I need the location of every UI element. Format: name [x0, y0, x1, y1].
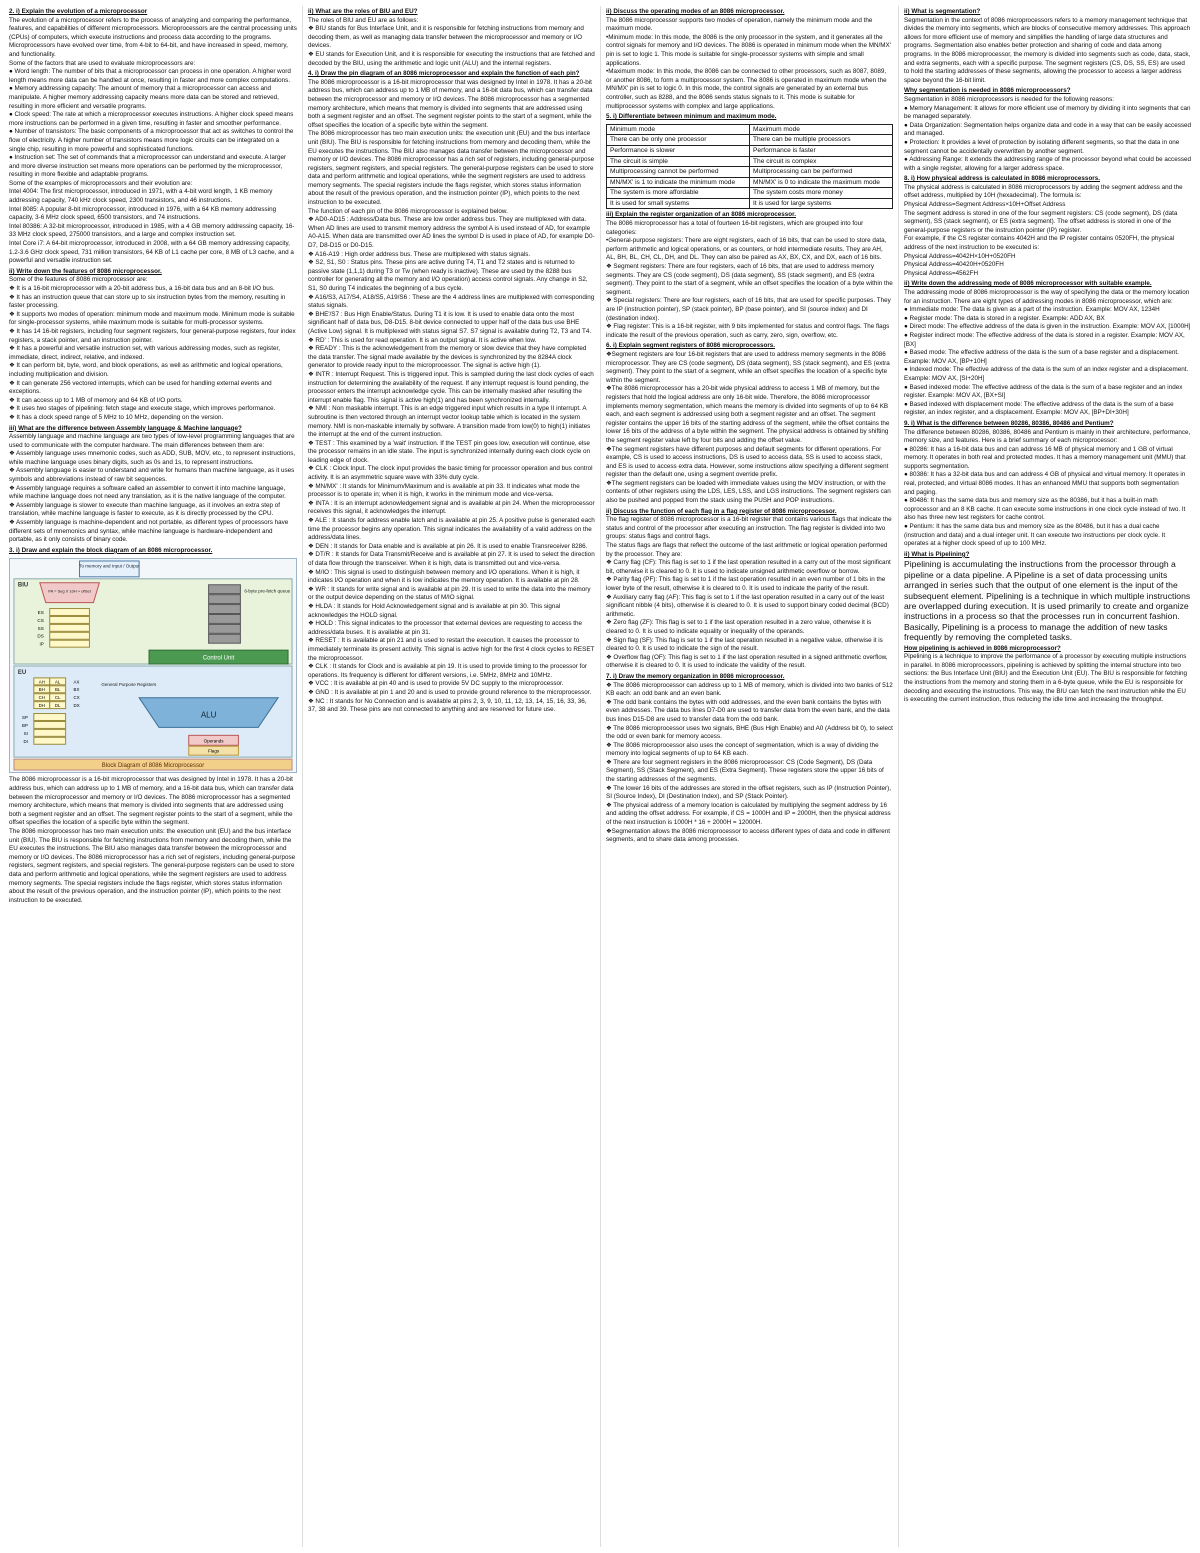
table-row — [607, 198, 893, 209]
paragraph: The status flags are flags that reflect the outcome of the last arithmetic or logical operation performed by the processor. They are: — [606, 542, 888, 558]
register-pair-label: CX — [73, 695, 80, 701]
paragraph: ❖ The 8086 microprocessor also uses the concept of segmentation, which is a way of dividing the memory into logical segments of up to 64 KB each. — [606, 741, 879, 758]
paragraph: ● Addressing Range: It extends the addressing range of the processor beyond what could be accessed with a single register, allowing for a larger address space. — [904, 156, 1191, 172]
paragraph: ● Pentium: It has the same data bus and memory size as the 80486, but it has a dual cache (instruction and data) and a dual integer unit. It can execute two instructions per clock cycle. It operates at a higher clock speed of up to 100 MHz. — [904, 523, 1166, 548]
segment-register-ds — [50, 633, 90, 640]
paragraph: ❖ BIU stands for Bus Interface Unit, and it is responsible for fetching instructions from memory and decoding them, as well as managing data transfer between the microprocessor and memory or I/O devices. — [308, 25, 584, 50]
paragraph: ❖The 8086 microprocessor has a 20-bit wide physical address to access 1 MB of memory, but the registers that hold the logical address are only 16-bit wide. Therefore, the 8086 microprocessor implements memory segmentation, which means the memory is divided into segments of up to 64 KB each, and each segment is addressed using both a segment register and an offset. The segment register contains the upper 16 bits of the starting address of the segment, while the offset contains the lower 16 bits of the address of a byte within the segment. The physical address is obtained by shifting the segment register value left by four bits and adding the offset value. — [606, 385, 890, 444]
pointer-register-label: BP — [22, 723, 28, 729]
paragraph: Intel 80386: A 32-bit microprocessor, introduced in 1985, with a 4 GB memory addressing capacity, 16-33 MHz clock speed, 275000 transistors, and a large and complex instruction set. — [9, 222, 295, 239]
paragraph: The 8086 microprocessor is a 16-bit microprocessor that was designed by Intel in 1978. It has a 20-bit address bus, which can address up to 1 MB of memory, and a 16-bit data bus, which can transfer data between the microprocessor and memory or I/O devices. The 8086 microprocessor has a segmented memory architecture, which means that memory is divided into segments that are addressed using both a segment register and an offset. The segment register points to the start of a segment, while the offset specifies the location of a specific byte within the segment. — [9, 776, 294, 827]
maximum-mode-cell: The circuit is complex — [750, 156, 893, 167]
segment-register-label: SS — [37, 626, 44, 632]
segment-register-cs — [50, 617, 90, 624]
paragraph: ❖ Segment registers: There are four registers, each of 16 bits, that are used to address memory segments. They are CS (code segment), DS (data segment), SS (stack segment), and ES (extra segment). They point to the start of a segment, while an offset specifies the location of a byte within the segment. — [606, 263, 893, 296]
paragraph: Physical Address=4562FH — [904, 269, 979, 277]
table-row — [607, 177, 893, 188]
table-row — [607, 145, 893, 156]
paragraph: ❖ The physical address of a memory location is calculated by multiplying the segment address by 16 and adding the offset address. For example, if CS = 1000H and IP = 2000H, then the physical address of the next instruction is 1000H * 16 + 2000H = 12000H. — [606, 801, 891, 827]
pointer-register-bp — [34, 722, 66, 729]
maximum-mode-cell: Performance is faster — [750, 145, 893, 156]
paragraph: ● Memory addressing capacity: The amount of memory that a microprocessor can access and manipulate. A higher memory addressing capacity means more data can be stored and retrieved, resulting in more efficient and versatile programs. — [9, 85, 279, 110]
paragraph: ❖ EU stands for Execution Unit, and it is responsible for executing the instructions that are fetched and decoded by the BIU, using the arithmetic and logic unit (ALU) and the internal registers. — [308, 50, 595, 67]
paragraph: ❖ INTA : It is an interrupt acknowledgement signal and is available at pin 24. When the microprocessor receives this signal, it acknowledges the interrupt. — [308, 499, 595, 516]
paragraph: ❖The segment registers can be loaded with immediate values using the MOV instruction, or with the contents of other registers using the LDS, LES, LSS, and LGS instructions. The segment registers can also be pushed and popped from the stack using the PUSH and POP instructions. — [606, 479, 891, 505]
queue-byte — [209, 615, 241, 624]
segment-register-es — [50, 609, 90, 616]
queue-byte — [209, 625, 241, 634]
paragraph: Intel Core i7: A 64-bit microprocessor, introduced in 2008, with a 64 GB memory addressing capacity, 1.2-3.6 GHz clock speed, 731 million transistors, 64 KB of L1 cache per core, 8 MB of L3 cache, and a powerful and versatile instruction set. — [9, 240, 294, 265]
paragraph: ❖ DT/R : It stands for Data Transmit/Receive and is available at pin 27. It is used to select the direction of data flow through the transceiver. When it is high, data is transmitted out and vice-versa. — [308, 551, 595, 567]
paragraph: •Maximum mode: In this mode, the 8086 can be connected to other processors, such as 8087, 8089, or another 8086, to form a multiprocessor system. The 8086 is operated in maximum mode when the MN/MX' pin is set to logic 0. In this mode, the control signals are generated by an external bus controller, such as 8288, and the 8086 sends status signals to it. This mode is suitable for multiprocessor systems with complex and large applications. — [606, 68, 887, 110]
section-heading: ii) What is segmentation? — [904, 8, 981, 15]
queue-byte — [209, 585, 241, 594]
paragraph: ❖ Overflow flag (OF): This flag is set to 1 if the last operation resulted in a signed arithmetic overflow, otherwise it is cleared to 0. It is used to indicate the validity of the result. — [606, 653, 888, 670]
paragraph: ❖ Sign flag (SF): This flag is set to 1 if the last operation resulted in a negative value, otherwise it is cleared to 0. It is used to indicate the sign of the result. — [606, 636, 883, 653]
minimum-mode-cell: The circuit is simple — [607, 156, 750, 167]
paragraph: The 8086 microprocessor has two main execution units: the execution unit (EU) and the bus interface unit (BIU). The BIU is responsible for fetching instructions from memory and decoding them, while the EU executes the instructions. The BIU also manages data transfer between the microprocessor and memory or I/O devices. The 8086 microprocessor has a rich set of registers, including general-purpose registers, segment registers, and special registers. The general-purpose registers can be used to store data and perform arithmetic and logical operations, while the segment registers are used to address memory segments. The special registers include the flags register, which stores status information about the result of the previous operation, and the instruction pointer (IP), which points to the next instruction to be executed. — [9, 827, 296, 904]
register-pair-label: AX — [73, 679, 80, 685]
paragraph: ❖ MN/MX' : It stands for Minimum/Maximum and is available at pin 33. It indicates what mode the processor is to operate in; when it is high, it works in the minimum mode and vice-versa. — [308, 482, 580, 499]
paragraph: The 8086 microprocessor has two main execution units: the execution unit (EU) and the bus interface unit (BIU). The BIU is responsible for fetching instructions from memory and decoding them, while the EU executes the instructions. The BIU also manages data transfer between the microprocessor and memory or I/O devices. The 8086 microprocessor has a rich set of registers, including general-purpose registers, segment registers, and special registers. The general-purpose registers can be used to store data and perform arithmetic and logical operations, while the segment registers are used to address memory segments. The special registers include the flags register, which stores status information about the result of the previous operation, and the instruction pointer (IP), which points to the next instruction to be executed. — [308, 130, 595, 207]
section-heading: ii) What is Pipelining? — [904, 550, 970, 558]
operands-label: Operands — [203, 738, 224, 744]
minimum-mode-cell: There can be only one processor — [607, 135, 750, 146]
paragraph: ❖ A16/S3, A17/S4, A18/S5, A19/S6 : These are the 4 address lines are multiplexed with corresponding status signals. — [308, 293, 595, 310]
paragraph: ❖ Zero flag (ZF): This flag is set to 1 if the last operation resulted in a zero value, otherwise it is cleared to 0. It is used to indicate equality or inequality of the operands. — [606, 619, 872, 635]
paragraph: The difference between 80286, 80386, 80486 and Pentium is mainly in their architecture, performance, memory size, and features. Here is a brief summary of each microprocessor: — [904, 428, 1191, 445]
section-heading: 9. i) What is the difference between 80286, 80386, 80486 and Pentium? — [904, 419, 1114, 427]
paragraph: ❖ INTR : Interrupt Request. This is triggered input. This is sampled during the last clock cycles of each instruction for determining the availability of the request. If any interrupt request is found pending, the processor enters the interrupt acknowledge cycle. This can be internally masked after resulting the interrupt enable flag. This signal is active high(1) and has been synchronized internally. — [308, 370, 594, 404]
block-diagram-svg — [10, 559, 296, 772]
paragraph: ❖ WR : It stands for write signal and is available at pin 29. It is used to write the data into the memory or the output device depending on the status of M/IO signal. — [308, 585, 591, 602]
paragraph: ● Register indirect mode: The effective address of the data is stored in a register. Example: MOV AX, [BX] — [904, 331, 1185, 348]
minimum-mode-cell: Performance is slower — [607, 145, 750, 156]
maximum-mode-cell: Maximum mode — [750, 124, 893, 135]
segment-register-ss — [50, 625, 90, 632]
table-row — [607, 167, 893, 178]
segment-register-label: DS — [37, 634, 44, 640]
register-label: AH — [38, 679, 45, 685]
paragraph: ❖ It has 14 16-bit registers, including four segment registers, four general-purpose registers, four index registers, a stack pointer, and an instruction pointer. — [9, 327, 296, 344]
paragraph: ● Memory Management: It allows for more efficient use of memory by dividing it into segments that can be managed separately. — [904, 104, 1191, 121]
paragraph: ❖Segment registers are four 16-bit registers that are used to address memory segments in the 8086 microprocessor. They are CS (code segment), DS (data segment), SS (stack segment), and ES (extra segment). They point to the start of a segment, while an offset specifies the location of a specific byte within the segment. — [606, 350, 890, 384]
paragraph: ❖Segmentation allows the 8086 microprocessor to access different types of data and code in different segments, and to share data among processes. — [606, 827, 891, 844]
paragraph: ❖ There are four segment registers in the 8086 microprocessor: CS (Code Segment), DS (Data Segment), SS (Stack Segment), and ES (Extra Segment). These registers store the upper 16 bits of the starting addresses of the segments. — [606, 758, 884, 784]
paragraph: ❖ RESET : It is available at pin 21 and is used to restart the execution. It causes the processor to immediately terminate its present activity. This signal is active high for the first 4 clock cycles to RESET the microprocessor. — [308, 637, 595, 662]
paragraph: Segmentation in the context of 8086 microprocessors refers to a memory management technique that divides the memory into segments, which are blocks of consecutive memory addresses. This approach allows for more efficient use of memory and simplifies the handling of large data structures and programs. Segmentation also enables better protection and sharing of code and data among programs. In the 8086 microprocessor, the memory is divided into segments such as code, data, stack, and extra segments, each with a specific purpose. The segment registers (CS, DS, SS, ES) are used to hold the starting addresses of these segments, allowing the processor to access a larger address space beyond the 16-bit limit. — [904, 16, 1191, 84]
paragraph: ❖The segment registers have different purposes and default segments for different operations. For example, CS is used to access instructions, DS is used to access data, SS is used to access stack, and ES is used to access extra data. However, some instructions allow specifying a different segment register than the default one, using a segment override prefix. — [606, 445, 889, 479]
column-1 — [4, 6, 302, 1547]
section-heading: iii) What are the difference between Assembly language & Machine language? — [9, 424, 242, 432]
biu-label: BIU — [17, 583, 29, 590]
adder-label: PA = Seg X 10H + offset — [48, 589, 91, 595]
paragraph: Assembly language and machine language are two types of low-level programming languages that are used to communicate with the computer hardware. The main differences between them are: — [9, 433, 295, 449]
paragraph: ● Data Organization: Segmentation helps organize data and code in a way that can be easily accessed and managed. — [904, 121, 1191, 138]
diagram-caption: Block Diagram of 8086 Microprocessor — [101, 763, 205, 770]
paragraph: Intel 4004: The first microprocessor, introduced in 1971, with a 4-bit word length, 1 KB memory addressing capacity, 740 kHz clock speed, 2300 transistors, and 46 instructions. — [9, 188, 273, 205]
register-pair-label: BX — [73, 687, 80, 693]
paragraph: Intel 8085: A popular 8-bit microprocessor, introduced in 1976, with a 64 KB memory addressing capacity, 3-6 MHz clock speed, 6500 transistors, and 74 instructions. — [9, 205, 277, 222]
maximum-mode-cell: The system costs more money — [750, 188, 893, 199]
section-heading: Why segmentation is needed in 8086 microprocessors? — [904, 87, 1071, 95]
paragraph: The 8086 microprocessor supports two modes of operation, namely the minimum mode and the maximum mode. — [606, 16, 873, 33]
flags-label: Flags — [208, 749, 220, 755]
paragraph: Physical Address=40420H+0520FH — [904, 261, 1004, 269]
pointer-register-label: SP — [22, 715, 28, 721]
paragraph: Pipelining is accumulating the instructions from the processor through a pipeline or a data pipeline. A Pipeline is a set of data processing units arranged in series such that the output of one element is the input of the subsequent element. Pipelining is a technique in which multiple instructions are overlapped during execution. It is used primarily to create and organize instructions in a process so that the processes run in concurrent fashion. Basically, Pipelining is a process to manage the addition of new tasks frequently by removing the completed tasks. — [904, 559, 1191, 643]
table-row — [607, 135, 893, 146]
paragraph: ● Number of transistors: The basic components of a microprocessor that act as switches to control the flow of electricity. A higher number of transistors means more logic circuits can be integrated on a single chip, resulting in more powerful and sophisticated functions. — [9, 128, 294, 153]
paragraph: ❖ It can access up to 1 MB of memory and 64 KB of I/O ports. — [9, 396, 183, 404]
table-row — [607, 124, 893, 135]
column-4 — [898, 6, 1196, 1547]
paragraph: ❖ Carry flag (CF): This flag is set to 1 if the last operation resulted in a carry out of the most significant bit, otherwise it is cleared to 0. It is used to indicate unsigned arithmetic overflow or borrow. — [606, 559, 891, 575]
mode-comparison-table — [606, 124, 893, 210]
paragraph: ● 80286: It has a 16-bit data bus and can address 16 MB of physical memory and 1 GB of virtual memory. It operates in both real and protected modes. It has a memory management unit (MMU) that supports segmentation. — [904, 445, 1186, 470]
minimum-mode-cell: MN/MX' is 1 to indicate the minimum mode — [607, 177, 750, 188]
register-label: AL — [54, 679, 61, 685]
column-2 — [302, 6, 600, 1547]
segment-register-label: CS — [37, 618, 44, 624]
paragraph: •General-purpose registers: There are eight registers, each of 16 bits, that can be used to store data, perform arithmetic and logical operations, or as counters, or hold intermediate results. They are AH, AL, BH, BL, CH, CL, DH, and DL. They can also be paired as AX, BX, CX, and DX, each of 16 bits. — [606, 237, 887, 262]
paragraph: ❖ It has a powerful and versatile instruction set, with various addressing modes, such as register, immediate, direct, indirect, relative, and indexed. — [9, 345, 280, 361]
paragraph: ❖ HLDA : It stands for Hold Acknowledgement signal and is available at pin 30. This signal acknowledges the HOLD signal. — [308, 602, 561, 619]
maximum-mode-cell: Multiprocessing can be performed — [750, 167, 893, 178]
paragraph: ❖ It can perform bit, byte, word, and block operations, as well as arithmetic and logical operations, including multiplication and division. — [9, 362, 283, 378]
paragraph: ❖ RD' : This is used for read operation. It is an output signal. It is active when low. — [308, 336, 537, 344]
paragraph: ❖ The 8086 microprocessor can address up to 1 MB of memory, which is divided into two banks of 512 KB each: an odd bank and an even bank. — [606, 681, 893, 698]
paragraph: ❖ ALE : It stands for address enable latch and is available at pin 25. A positive pulse is generated each time the processor begins any operation. This signal indicates the availability of a valid address on the address/data lines. — [308, 517, 595, 542]
section-heading: ii) Write down the addressing mode of 8086 microprocessor with suitable example. — [904, 280, 1152, 288]
section-heading: How pipelining is achieved in 8086 microprocessor? — [904, 644, 1061, 652]
paragraph: The 8086 microprocessor is a 16-bit microprocessor that was designed by Intel in 1978. It has a 20-bit address bus, which can address up to 1 MB of memory, and a 16-bit data bus, which can transfer data between the microprocessor and memory or I/O devices. The 8086 microprocessor has a segmented memory architecture, which means that memory is divided into segments that are addressed using both a segment register and an offset. The segment register points to the start of a segment, while the offset specifies the location of a specific byte within the segment. — [308, 78, 593, 129]
section-heading: iii) Explain the register organization of an 8086 microprocessor. — [606, 211, 797, 219]
paragraph: ❖ Assembly language requires a software called an assembler to convert it into machine language, while machine language does not need any translation, as it is the native language of the computer. — [9, 484, 286, 501]
segment-register-label: IP — [39, 642, 44, 648]
paragraph: ❖ READY : This is the acknowledgement from the memory or slow device that they have completed the data transfer. The signal made available by the devices is synchronized by the 8284A clock generator to provide ready input to the microprocessor. The signal is active high (1). — [308, 345, 587, 370]
paragraph: ❖ The lower 16 bits of the addresses are stored in the offset registers, such as IP (Instruction Pointer), SI (Source Index), DI (Destination Index), and SP (Stack Pointer). — [606, 784, 891, 801]
section-heading: 6. i) Explain segment registers of 8086 microprocessors. — [606, 342, 776, 350]
paragraph: ❖ The odd bank contains the bytes with odd addresses, and the even bank contains the bytes with even addresses. The data bus lines D7-D0 are used to transfer data from the even bank, and the data bus lines D15-D8 are used to transfer data from the odd bank. — [606, 698, 890, 723]
paragraph: The segment address is stored in one of the four segment registers: CS (code segment), DS (data segment), SS (stack segment), or ES (extra segment). The offset address is stored in one of the general-purpose registers or the instruction pointer (IP) register. — [904, 209, 1178, 234]
paragraph: ❖ S2, S1, S0 : Status pins. These pins are active during T4, T1 and T2 states and is returned to passive state (1,1,1) during T3 or Tw (when ready is inactive). These are used by the 8288 bus controller for generating all the memory and I/O operation) access control signals. Any change in S2, S1, S0 during T4 indicates the beginning of a bus cycle. — [308, 259, 588, 292]
paragraph: ❖ It can generate 256 vectored interrupts, which can be used for handling external events and exceptions. — [9, 379, 272, 396]
paragraph: ❖ Assembly language uses mnemonic codes, such as ADD, SUB, MOV, etc., to represent instructions, while machine language uses binary digits, such as 0s and 1s, to represent instructions. — [9, 450, 296, 466]
register-pair-label: DX — [73, 703, 80, 709]
paragraph: ❖ Assembly language is slower to execute than machine language, as it involves an extra step of translation, while machine language is faster to execute, as it is directly processed by the CPU. — [9, 501, 280, 518]
paragraph: ● 80386: It has a 32-bit data bus and can address 4 GB of physical and virtual memory. It operates in real, protected, and virtual 8086 modes. It has an enhanced MMU that supports both segmentation and paging. — [904, 471, 1186, 496]
paragraph: ❖ HOLD : This signal indicates to the processor that external devices are requesting to access the address/data buses. It is available at pin 31. — [308, 620, 582, 636]
minimum-mode-cell: It is used for small systems — [607, 198, 750, 209]
queue-byte — [209, 595, 241, 604]
paragraph: ● Word length: The number of bits that a microprocessor can process in one operation. A higher word length means more data can be handled at once, resulting in faster and more complex computations. — [9, 68, 291, 84]
paragraph: The addressing mode of 8086 microprocessor is the way of specifying the data or the memory location for an instruction. There are eight types of addressing modes in 8086 microprocessor, which are: — [904, 289, 1190, 305]
paragraph: ● Register mode: The data is stored in a register. Example: ADD AX, BX — [904, 314, 1105, 322]
paragraph: ❖ Auxiliary carry flag (AF): This flag is set to 1 if the last operation resulted in a carry out of the least significant nibble (4 bits), otherwise it is cleared to 0. It is used to support binary coded decimal (BCD) arithmetic. — [606, 593, 889, 618]
segment-register-label: ES — [37, 610, 44, 616]
section-heading: ii) Discuss the operating modes of an 8086 microprocessor. — [606, 8, 785, 15]
paragraph: ❖ Special registers: There are four registers, each of 16 bits, that are used for specific purposes. They are IP (instruction pointer), SP (stack pointer), BP (base pointer), and SI (source index) and DI (destination index). — [606, 297, 891, 322]
section-heading: 7. i) Draw the memory organization in 8086 microprocessor. — [606, 672, 785, 680]
maximum-mode-cell: MN/MX' is 0 to indicate the maximum mode — [750, 177, 893, 188]
paragraph: The physical address is calculated in 8086 microprocessors by adding the segment address and the offset address, multiplied by 10H (hexadecimal). The formula is: — [904, 183, 1183, 200]
paragraph: Some of the examples of microprocessors and their evolution are: — [9, 179, 193, 187]
block-diagram-8086 — [9, 558, 297, 773]
paragraph: ❖ It has an instruction queue that can store up to six instruction bytes from the memory, resulting in faster processing. — [9, 293, 286, 310]
eu-label: EU — [17, 670, 27, 677]
paragraph: ❖ BHE'/S7 : Bus High Enable/Status. During T1 it is low. It is used to enable data onto the most significant half of data bus, D8-D15. 8-bit device connected to upper half of the data bus use BHE (Active Low) signal. It is multiplexed with status signal S7. S7 signal is available during T2, T3 and T4. — [308, 310, 592, 335]
paragraph: ❖ It uses two stages of pipelining: fetch stage and execute stage, which improves performance. — [9, 405, 276, 413]
paragraph: ❖ CLK : Clock Input. The clock input provides the basic timing for processor operation and bus control activity. It is an asymmetric square wave with 33% duty cycle. — [308, 465, 593, 482]
alu-label: ALU — [200, 710, 217, 720]
register-label: CL — [54, 695, 61, 701]
paragraph: ❖ VCC : It is available at pin 40 and is used to provide 5V DC supply to the microprocessor. — [308, 680, 564, 688]
paragraph: ❖ A16-A19 : High order address bus. These are multiplexed with status signals. — [308, 250, 531, 258]
queue-label: 6-byte pre-fetch queue — [244, 589, 291, 595]
paragraph: ● Clock speed: The rate at which a microprocessor executes instructions. A higher clock speed means more instructions can be performed in a given time, resulting in faster and smoother performance. — [9, 111, 294, 127]
paragraph: ❖ It has a clock speed range of 5 MHz to 10 MHz, depending on the version. — [9, 413, 224, 421]
table-row — [607, 188, 893, 199]
paragraph: ● Immediate mode: The data is given as a part of the instruction. Example: MOV AX, 1234H — [904, 306, 1160, 314]
paragraph: Some of the factors that are used to evaluate microprocessors are: — [9, 59, 196, 67]
paragraph: ❖ It is a 16-bit microprocessor with a 20-bit address bus, a 16-bit data bus and an 8-bit I/O bus. — [9, 285, 275, 292]
table-row — [607, 156, 893, 167]
paragraph: ❖ TEST : This examined by a 'wait' instruction. If the TEST pin goes low, execution will continue, else the processor remains in an idle state. The input is synchronized internally during each clock cycle on leading edge of clock. — [308, 439, 590, 464]
maximum-mode-cell: There can be multiple processors — [750, 135, 893, 146]
register-label: DH — [38, 703, 45, 709]
register-label: BL — [54, 687, 61, 693]
paragraph: ❖ It supports two modes of operation: minimum mode and maximum mode. Minimum mode is suitable for single-processor systems, while maximum mode is suitable for multi-processor systems. — [9, 310, 295, 327]
paragraph: ● Indexed mode: The effective address of the data is the sum of an index register and a displacement. Example: MOV AX, [SI+20H] — [904, 366, 1189, 382]
paragraph: Pipelining is a technique to improve the performance of a processor by executing multiple instructions in parallel. In 8086 microprocessors, pipelining is achieved by splitting the internal structure into two sections: the Bus Interface Unit (BIU) and the Execution Unit (EU). The BIU is responsible for fetching the instructions from the memory and storing them in a 6-byte queue, while the EU is responsible for decoding and executing the instructions. This way, the BIU can fetch the next instruction while the EU is executing the current instruction, thus reducing the idle time and increasing the throughput. — [904, 653, 1188, 704]
paragraph: The flag register of 8086 microprocessor is a 16-bit register that contains various flags that indicate the status and control of the processor after executing an instruction. The flag register is divided into two groups: status flags and control flags. — [606, 516, 892, 541]
maximum-mode-cell: It is used for large systems — [750, 198, 893, 209]
paragraph: ❖ Assembly language is easier to understand and write for humans than machine language, as it uses symbols and abbreviations instead of raw bit sequences. — [9, 467, 295, 484]
paragraph: The 8086 microprocessor has a total of fourteen 16-bit registers, which are grouped into four categories: — [606, 220, 864, 236]
memory-label: To memory and Input / Output — [79, 563, 140, 569]
section-heading: ii) What are the roles of BIU and EU? — [308, 8, 418, 15]
column-3 — [600, 6, 898, 1547]
paragraph: ❖ Assembly language is machine-dependent and not portable, as different types of processors have different sets of mnemonics and syntax, while machine language is hardware-independent and portable, as it only consists of binary code. — [9, 519, 289, 544]
segment-register-ip — [50, 641, 90, 648]
pointer-register-di — [34, 738, 66, 745]
paragraph: ❖ DEN : It stands for Data enable and is available at pin 26. It is used to enable Transreceiver 8286. — [308, 542, 588, 550]
paragraph: ● Protection: It provides a level of protection by isolating different segments, so that the data in one segment cannot be accidentally overwritten by another segment. — [904, 138, 1180, 155]
paragraph: Some of the features of 8086 microprocessor are: — [9, 276, 148, 284]
paragraph: Segmentation in 8086 microprocessors is needed for the following reasons: — [904, 95, 1115, 103]
paragraph: ❖ CLK : It stands for Clock and is available at pin 19. It is used to provide timing to the processor for operations. Its frequency is different for different versions, i.e. 5MHz, 8MHz and 10MHz. — [308, 663, 587, 679]
paragraph: ❖ Parity flag (PF): This flag is set to 1 if the last operation resulted in an even number of 1 bits in the lower byte of the result, otherwise it is cleared to 0. It is used to indicate the parity of the result. — [606, 576, 886, 592]
paragraph: For example, if the CS register contains 4042H and the IP register contains 0520FH, the physical address of the next instruction to be executed is: — [904, 235, 1175, 252]
pointer-register-label: DI — [23, 739, 28, 745]
register-label: DL — [54, 703, 61, 709]
paragraph: ● Based mode: The effective address of the data is the sum of a base register and a displacement. Example: MOV AX, [BP+10H] — [904, 349, 1179, 365]
paragraph: ❖ The 8086 microprocessor uses two signals, BHE (Bus High Enable) and A0 (Address bit 0), to select the odd or even bank for memory access. — [606, 724, 893, 741]
section-heading: 5. i) Differentiate between minimum and maximum mode. — [606, 113, 777, 121]
paragraph: ❖ Flag register: This is a 16-bit register, with 9 bits implemented for status and control flags. The flags indicate the result of the previous operation, such as carry, zero, sign, overflow, etc. — [606, 323, 890, 339]
paragraph: ● Instruction set: The set of commands that a microprocessor can understand and execute. A larger and more diverse instruction set means more operations can be performed by the microprocessor, resulting in more flexible and adaptable programs. — [9, 154, 287, 179]
paragraph: ❖ M/IO : This signal is used to distinguish between memory and I/O operations. When it is high, it indicates I/O operation and when it is low indicates the memory operation. It is available at pin 28. — [308, 568, 580, 585]
pointer-register-label: SI — [23, 731, 28, 737]
paragraph: ● 80486: It has the same data bus and memory size as the 80386, but it has a built-in math coprocessor and an 8 KB cache. It can execute some instructions in one clock cycle instead of two. It also has three new test registers for cache control. — [904, 497, 1186, 522]
register-label: BH — [38, 687, 45, 693]
paragraph: The function of each pin of the 8086 microprocessor is explained below. — [308, 207, 508, 215]
paragraph: •Minimum mode: In this mode, the 8086 is the only processor in the system, and it generates all the control signals for memory and I/O devices. The 8086 is operated in minimum mode when the MN/MX' pin is set to logic 1. This mode is suitable for single-processor systems with simple and small applications. — [606, 33, 891, 67]
paragraph: The roles of BIU and EU are as follows: — [308, 16, 419, 24]
paragraph: Physical Address=4042H×10H+0520FH — [904, 252, 1016, 260]
paragraph: ❖ NMI : Non maskable interrupt. This is an edge triggered input which results in a type II interrupt. A subroutine is then vectored through an interrupt vector lookup table which is located in the system memory. NMI is non-maskable internally by software. A transition made from low(0) to high(1) initiates the interrupt at the end of the current instruction. — [308, 405, 591, 439]
pointer-register-sp — [34, 714, 66, 721]
paragraph: ● Direct mode: The effective address of the data is given in the instruction. Example: MOV AX, [1000H] — [904, 323, 1191, 331]
pointer-register-si — [34, 730, 66, 737]
minimum-mode-cell: Multiprocessing cannot be performed — [607, 167, 750, 178]
paragraph: The evolution of a microprocessor refers to the process of analyzing and comparing the performance, features, and capabilities of different microprocessors. Microprocessors are the central processing units (CPUs) of computers, which execute instructions and process data according to the programs. Microprocessors have evolved over time, from 4-bit to 64-bit, and have increased in speed, memory, and functionality. — [9, 16, 297, 58]
section-heading: ii) Write down the features of 8086 microprocessor. — [9, 267, 162, 275]
paragraph: ❖ GND : It is available at pin 1 and 20 and is used to provide ground reference to the microprocessor. — [308, 688, 592, 696]
queue-byte — [209, 605, 241, 614]
gpr-label: General Purpose Registers — [101, 682, 157, 688]
section-heading: 8. i) How physical address is calculated in 8086 microprocessors. — [904, 175, 1100, 183]
paragraph: ● Based indexed with displacement mode: The effective address of the data is the sum of a base register, an index register, and a displacement. Example: MOV AX, [BP+DI+30H] — [904, 400, 1174, 417]
queue-byte — [209, 635, 241, 644]
minimum-mode-cell: Minimum mode — [607, 124, 750, 135]
section-heading: 2. i) Explain the evolution of a microprocessor — [9, 8, 148, 15]
paragraph: ● Based indexed mode: The effective address of the data is the sum of a base register and an index register. Example: MOV AX, [BX+SI] — [904, 383, 1183, 400]
paragraph: Physical Address=Segment Address×10H+Offset Address — [904, 201, 1066, 209]
control-unit-label: Control Unit — [202, 655, 235, 662]
section-heading: 4. i) Draw the pin diagram of an 8086 microprocessor and explain the function of each pin? — [308, 70, 580, 78]
register-label: CH — [38, 695, 45, 701]
paragraph: ❖ NC : It stands for No Connection and is available at pins 2, 3, 9, 10, 11, 12, 13, 14, 15, 16, 33, 36, 37, 38 and 39. These pins are not connected to anything and are reserved for future use. — [308, 697, 587, 714]
section-heading: ii) Discuss the function of each flag in a flag register of 8086 microprocessor. — [606, 507, 837, 515]
minimum-mode-cell: The system is more affordable — [607, 188, 750, 199]
paragraph: ❖ AD0-AD15 : Address/Data bus. These are low order address bus. They are multiplexed with data. When AD lines are used to transmit memory address the symbol A is used instead of AD, for example A0-A15. When data are transmitted over AD lines the symbol D is used in place of AD, for example D0-D7, D8-D15 or D0-D15. — [308, 216, 595, 250]
section-heading: 3. i) Draw and explain the block diagram of an 8086 microprocessor. — [9, 546, 213, 554]
